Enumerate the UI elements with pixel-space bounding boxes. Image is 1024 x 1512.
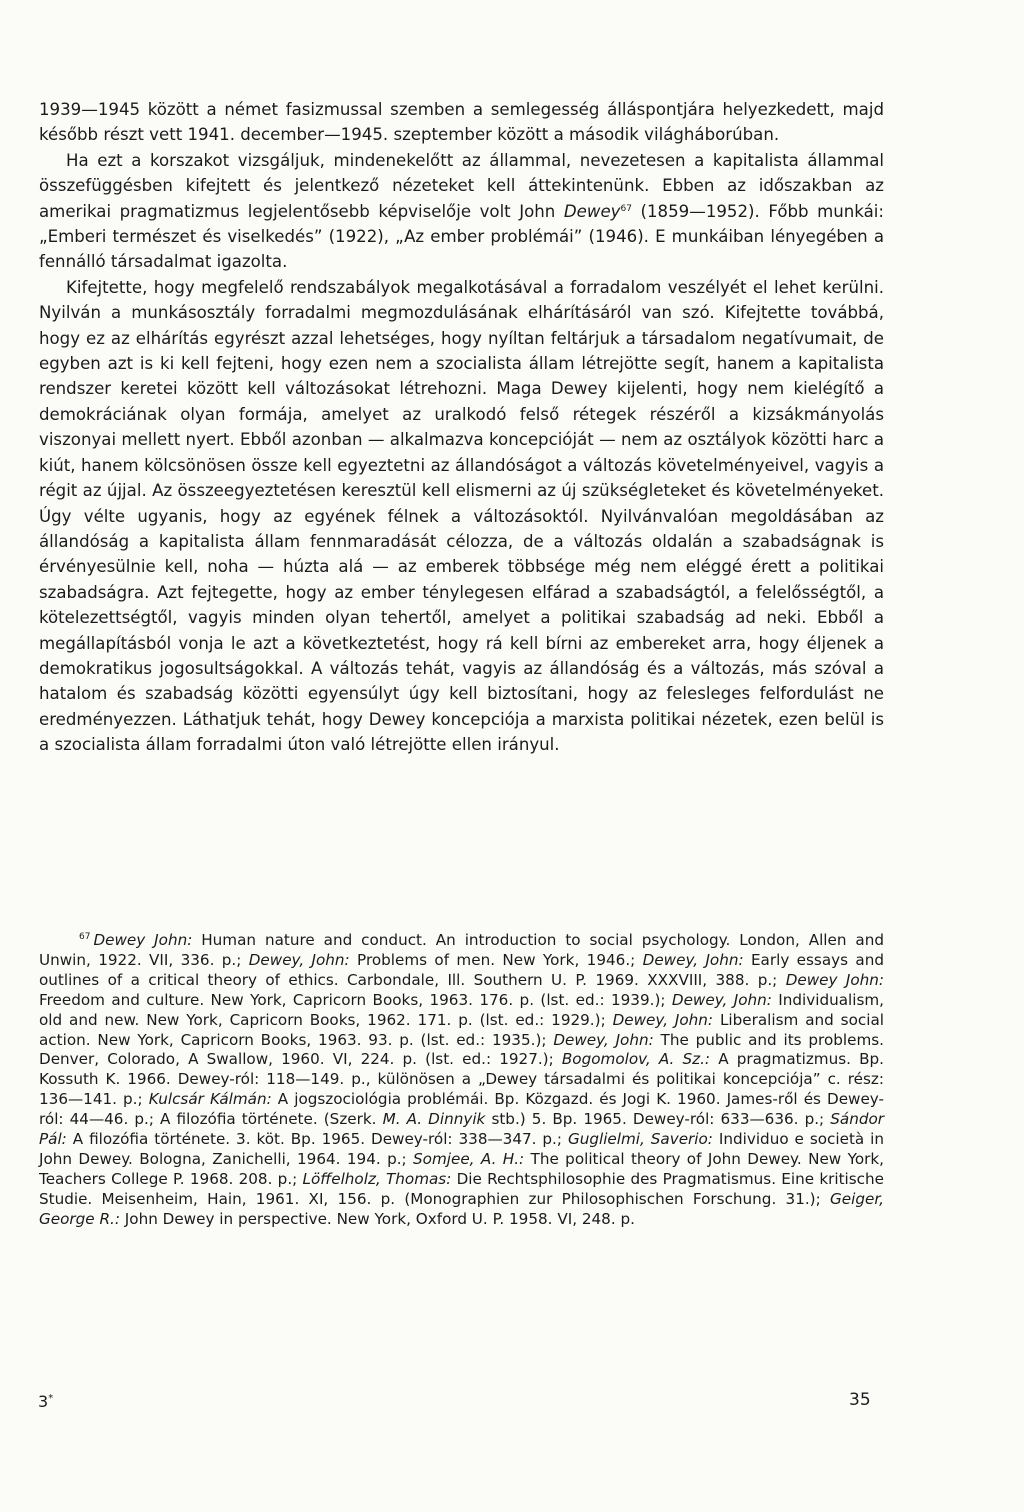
fn-author: Löffelholz, Thomas: [302, 1169, 452, 1188]
fn-text: The public and its problems. Denver, Colorado, A Swallow, 1960. VI, 224. p. (lst. ed.: 1927.); [39, 1030, 884, 1069]
fn-author: M. A. Dinnyik [382, 1110, 486, 1129]
fn-text: A jogszociológia problémái. Bp. Közgazd. és Jogi K. 1960. James-ről és Dewey-ról: 44—46. p.; A filozófia története. (Szerk. [39, 1090, 884, 1129]
fn-text: The political theory of John Dewey. New York, Teachers College P. 1968. 208. p.; [39, 1149, 885, 1188]
fn-author: Bogomolov, A. Sz.: [561, 1050, 711, 1069]
fn-text: Freedom and culture. New York, Capricorn Books, 1963. 176. p. (lst. ed.: 1939.); [39, 990, 672, 1009]
paragraph-1: 1939—1945 között a német fasizmussal szemben a semlegesség álláspontjára helyezkedett, majd később részt vett 1941. december—1945. szeptember között a második világháborúban. [39, 100, 884, 145]
fn-author: Sándor Pál: [39, 1110, 884, 1149]
footnote-mark: 67 [79, 932, 91, 942]
fn-text: Individuo e società in John Dewey. Bologna, Zanichelli, 1964. 194. p.; [39, 1130, 884, 1168]
fn-text: A filozófia története. 3. köt. Bp. 1965. Dewey-ról: 338—347. p.; [66, 1130, 568, 1149]
fn-author: Dewey John: [785, 970, 885, 989]
signature-number: 3 [38, 1392, 49, 1411]
fn-author: Dewey, John: [642, 950, 744, 969]
fn-author: Dewey, John: [671, 990, 772, 1009]
fn-text: John Dewey in perspective. New York, Oxford U. P. 1958. VI, 248. p. [119, 1209, 635, 1228]
fn-author: Dewey, John: [612, 1010, 714, 1029]
fn-author: Guglielmi, Saverio: [567, 1130, 713, 1149]
footnote-reference: 67 [620, 203, 632, 214]
fn-text: Problems of men. New York, 1946.; [349, 950, 643, 969]
fn-text: Human nature and conduct. An introduction to social psychology. London, Allen and Unwin, 1922. VII, 336. p.; [39, 931, 885, 969]
paragraph-2-text-b: (1859—1952). Főbb munkái: „Emberi természet és viselkedés” (1922), „Az ember problémái” (1946). E munkáiban lényegében a fennálló társadalmat igazolta. [39, 201, 884, 272]
paragraph-2 [39, 148, 884, 275]
fn-text: stb.) 5. Bp. 1965. Dewey-ról: 633—636. p.; [485, 1110, 831, 1129]
fn-author: Somjee, A. H.: [413, 1149, 525, 1168]
paragraph-2-text-a: Ha ezt a korszakot vizsgáljuk, mindenekelőtt az állammal, nevezetesen a kapitalista állammal összefüggésben kifejtett és jelentkező nézeteket kell áttekintenünk. Ebben az időszakban az amerikai pragmatizmus legjelentősebb képviselője volt John [39, 150, 884, 221]
footnote-67 [39, 928, 884, 1230]
fn-text: A pragmatizmus. Bp. Kossuth K. 1966. Dewey-ról: 118—149. p., különösen a „Dewey társadalmi és politikai koncepciója” c. rész: 136—141. p.; [39, 1050, 884, 1109]
fn-text: Die Rechtsphilosophie des Pragmatismus. Eine kritische Studie. Meisenheim, Hain, 1961. XI, 156. p. (Monographien zur Philosophischen Forschung. 31.); [39, 1169, 884, 1208]
signature-mark [38, 1392, 53, 1411]
author-name: Dewey [563, 201, 621, 221]
page-number: 35 [849, 1390, 871, 1410]
main-text [39, 97, 884, 758]
fn-text: Early essays and outlines of a critical theory of ethics. Carbondale, Ill. Southern U. P. 1969. XXXVIII, 388. p.; [39, 950, 884, 989]
fn-author: Kulcsár Kálmán: [148, 1090, 272, 1109]
signature-star: * [48, 1393, 54, 1404]
paragraph-3: Kifejtette, hogy megfelelő rendszabályok megalkotásával a forradalom veszélyét el lehet kerülni. Nyilván a munkásosztály forradalmi megmozdulásának elhárításáról van szó. Kifejtette továbbá, hogy ez az elhárítás egyrészt azzal lehetséges, hogy nyíltan feltárjuk a társadalom negatívumait, de egyben azt is ki kell fejteni, hogy ezen nem a szocialista állam létrejötte segít, hanem a kapitalista rendszer keretei között kell változásokat létrehozni. Maga Dewey kijelenti, hogy nem kielégítő a demokráciának olyan formája, amelyet az uralkodó felső rétegek részéről a kizsákmányolás viszonyai mellett nyert. Ebből azonban — alkalmazva koncepcióját — nem az osztályok közötti harc a kiút, hanem kölcsönösen össze kell egyeztetni az állandóságot a változás követelményeivel, vagyis a régit az újjal. Az összeegyeztetésen keresztül kell elismerni az új szükségleteket és követelményeket. Úgy vélte ugyanis, hogy az egyének félnek a változásoktól. Nyilvánvalóan megoldásában az állandóság a kapitalista állam fennmaradását célozza, de a változás oldalán a szabadságnak is érvényesülnie kell, noha — húzta alá — az emberek többsége még nem eléggé érett a politikai szabadságra. Azt fejtegette, hogy az ember ténylegesen elfárad a szabadságtól, a felelősségtől, a kötelezettségtől, vagyis minden olyan tehertől, amelyet a politikai szabadság ad neki. Ebből a megállapításból vonja le azt a következtetést, hogy rá kell bírni az embereket arra, hogy éljenek a demokratikus jogosultságokkal. A változás tehát, vagyis az állandóság és a változás, más szóval a hatalom és szabadság közötti egyensúlyt úgy kell biztosítani, hogy az felesleges felfordulást ne eredményezzen. Láthatjuk tehát, hogy Dewey koncepciója a marxista politikai nézetek, ezen belül is a szocialista állam forradalmi úton való létrejötte ellen irányul. [39, 277, 884, 755]
fn-author: Dewey, John: [248, 950, 350, 969]
fn-text: Individualism, old and new. New York, Capricorn Books, 1962. 171. p. (lst. ed.: 1929.); [39, 990, 884, 1029]
fn-text: Liberalism and social action. New York, Capricorn Books, 1963. 93. p. (lst. ed.: 1935.); [39, 1010, 884, 1049]
fn-author: Dewey, John: [553, 1030, 654, 1049]
fn-author: Geiger, George R.: [39, 1189, 884, 1228]
fn-author: Dewey John: [93, 931, 193, 949]
